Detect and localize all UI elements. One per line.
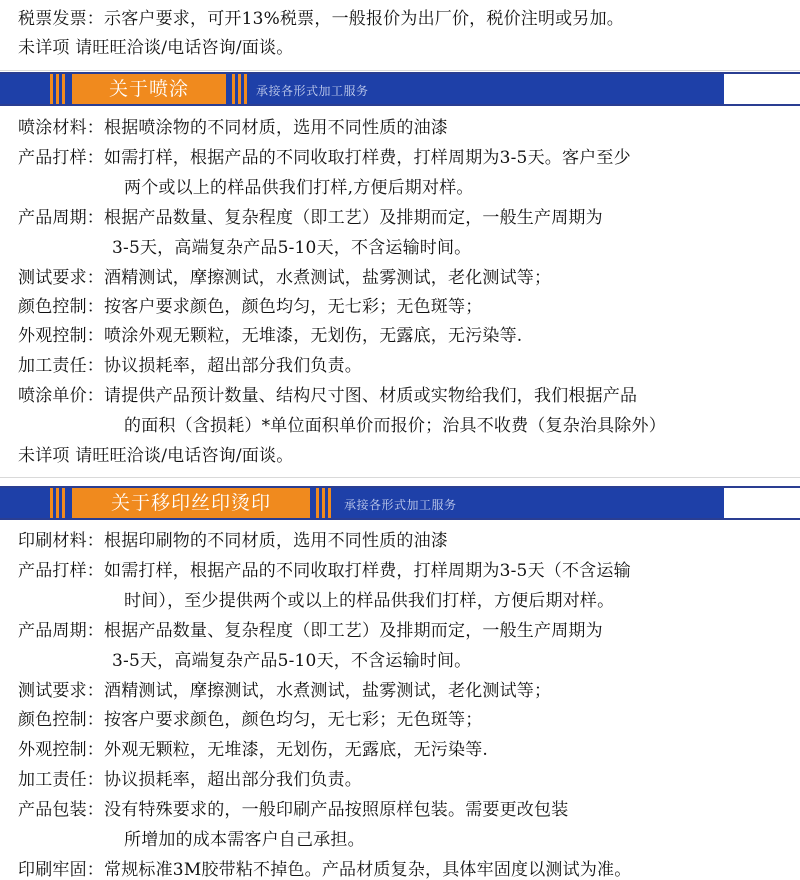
print-cycle-row — [18, 621, 794, 641]
spray-cycle-cont: 3-5天，高端复杂产品5-10天，不含运输时间。 — [112, 238, 472, 258]
banner-stripes-left — [50, 74, 65, 104]
print-fastness-row — [18, 860, 794, 880]
row-text: 协议损耗率，超出部分我们负责。 — [104, 770, 362, 790]
row-text: 酒精测试，摩擦测试，水煮测试，盐雾测试，老化测试等； — [104, 681, 552, 701]
row-label: 外观控制： — [18, 326, 104, 346]
print-color-row — [18, 710, 794, 730]
spray-material-row — [18, 118, 794, 138]
tax-invoice-line: 税票发票：示客户要求，可开13%税票，一般报价为出厂价，税价注明或另加。 — [18, 9, 624, 29]
print-packaging-row — [18, 800, 794, 820]
row-text: 没有特殊要求的，一般印刷产品按照原样包装。需要更改包装 — [104, 800, 569, 820]
spray-sample-row — [18, 148, 794, 168]
row-label: 测试要求： — [18, 681, 104, 701]
banner-title: 关于喷涂 — [72, 74, 226, 104]
spray-color-row — [18, 297, 794, 317]
row-label: 颜色控制： — [18, 710, 104, 730]
banner-stripes-right — [232, 74, 247, 104]
print-test-row — [18, 681, 794, 701]
row-text: 按客户要求颜色，颜色均匀，无七彩；无色斑等； — [104, 710, 483, 730]
row-label: 喷涂材料： — [18, 118, 104, 138]
row-text: 根据喷涂物的不同材质，选用不同性质的油漆 — [104, 118, 448, 138]
print-sample-row — [18, 561, 794, 581]
spray-price-row — [18, 386, 794, 406]
contact-note-line: 未详项 请旺旺洽谈/电话咨询/面谈。 — [18, 38, 294, 58]
row-text: 酒精测试，摩擦测试，水煮测试，盐雾测试，老化测试等； — [104, 268, 552, 288]
spray-appearance-row — [18, 326, 794, 346]
banner-title: 关于移印丝印烫印 — [72, 488, 310, 518]
print-material-row — [18, 531, 794, 551]
print-sample-cont: 时间），至少提供两个或以上的样品供我们打样，方便后期对样。 — [124, 591, 615, 611]
section-banner-spray — [0, 72, 800, 106]
row-text: 请提供产品预计数量、结构尺寸图、材质或实物给我们，我们根据产品 — [104, 386, 638, 406]
print-cycle-cont: 3-5天，高端复杂产品5-10天，不含运输时间。 — [112, 651, 472, 671]
row-text: 外观无颗粒，无堆漆，无划伤，无露底，无污染等. — [104, 740, 489, 760]
spray-test-row — [18, 268, 794, 288]
row-text: 按客户要求颜色，颜色均匀，无七彩；无色斑等； — [104, 297, 483, 317]
spray-note-line: 未详项 请旺旺洽谈/电话咨询/面谈。 — [18, 446, 294, 466]
spray-sample-cont: 两个或以上的样品供我们打样,方便后期对样。 — [124, 178, 474, 198]
row-text: 喷涂外观无颗粒，无堆漆，无划伤，无露底，无污染等. — [104, 326, 523, 346]
row-label: 外观控制： — [18, 740, 104, 760]
divider — [0, 477, 800, 478]
print-responsibility-row — [18, 770, 794, 790]
row-label: 喷涂单价： — [18, 386, 104, 406]
row-text: 如需打样，根据产品的不同收取打样费，打样周期为3-5天。客户至少 — [104, 148, 631, 168]
row-text: 根据印刷物的不同材质，选用不同性质的油漆 — [104, 531, 448, 551]
print-packaging-cont: 所增加的成本需客户自己承担。 — [124, 830, 365, 850]
spray-price-cont: 的面积（含损耗）*单位面积单价而报价；治具不收费（复杂治具除外） — [124, 416, 666, 436]
spray-cycle-row — [18, 208, 794, 228]
row-label: 产品打样： — [18, 561, 104, 581]
row-text: 根据产品数量、复杂程度（即工艺）及排期而定，一般生产周期为 — [104, 621, 603, 641]
banner-stripes-left — [50, 488, 65, 518]
row-text: 常规标准3M胶带粘不掉色。产品材质复杂，具体牢固度以测试为准。 — [104, 860, 632, 880]
row-label: 产品周期： — [18, 621, 104, 641]
row-label: 产品周期： — [18, 208, 104, 228]
banner-subtitle: 承接各形式加工服务 — [344, 498, 457, 512]
row-label: 印刷材料： — [18, 531, 104, 551]
spray-responsibility-row — [18, 356, 794, 376]
row-text: 协议损耗率，超出部分我们负责。 — [104, 356, 362, 376]
row-label: 加工责任： — [18, 770, 104, 790]
banner-subtitle: 承接各形式加工服务 — [256, 84, 369, 98]
divider — [0, 70, 800, 71]
row-label: 颜色控制： — [18, 297, 104, 317]
row-label: 产品打样： — [18, 148, 104, 168]
row-label: 测试要求： — [18, 268, 104, 288]
banner-stripes-right — [316, 488, 331, 518]
row-label: 产品包装： — [18, 800, 104, 820]
row-text: 根据产品数量、复杂程度（即工艺）及排期而定，一般生产周期为 — [104, 208, 603, 228]
print-appearance-row — [18, 740, 794, 760]
row-label: 加工责任： — [18, 356, 104, 376]
row-label: 印刷牢固： — [18, 860, 104, 880]
row-text: 如需打样，根据产品的不同收取打样费，打样周期为3-5天（不含运输 — [104, 561, 631, 581]
section-banner-print — [0, 486, 800, 520]
